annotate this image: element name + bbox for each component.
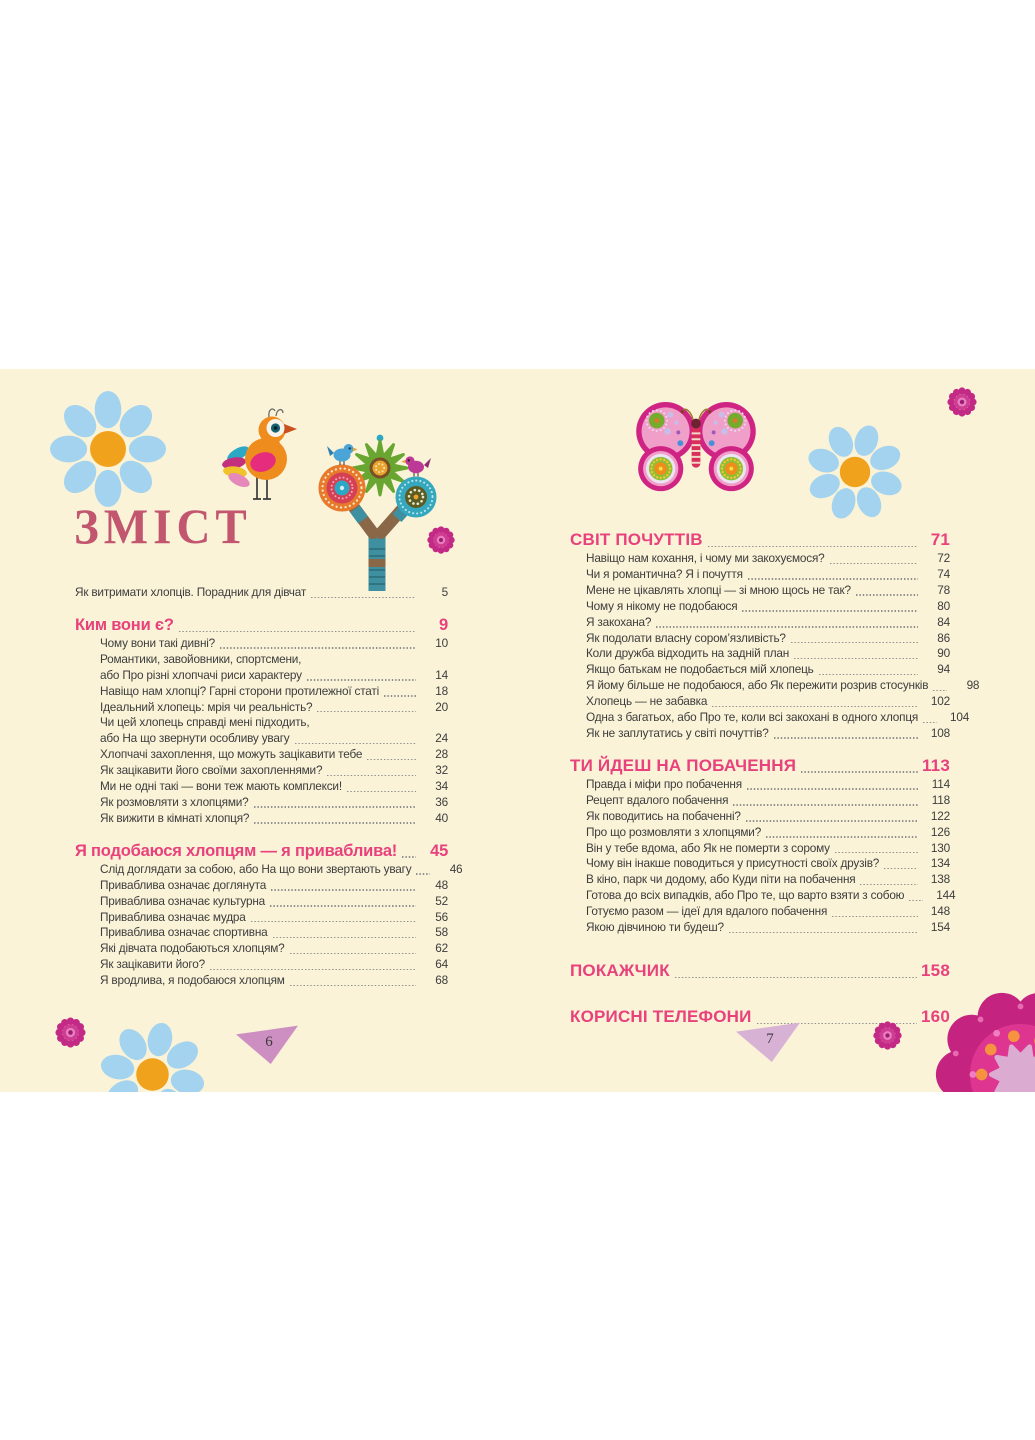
toc-entry — [75, 878, 448, 894]
dot-leader — [830, 563, 919, 564]
dot-leader — [794, 658, 918, 659]
toc-section — [570, 755, 956, 936]
toc-entry-label: Чому він інакше поводиться у присутності своїх друзів? — [586, 856, 880, 871]
dot-leader — [384, 695, 416, 696]
toc-section-heading-label: КОРИСНІ ТЕЛЕФОНИ — [570, 1006, 752, 1026]
dot-leader — [311, 597, 416, 598]
toc-page-number: 9 — [439, 615, 448, 634]
dot-leader — [708, 546, 918, 547]
dot-leader — [220, 647, 416, 648]
toc-entry-label: Правда і міфи про побачення — [586, 776, 742, 791]
dot-leader — [179, 631, 416, 632]
dot-leader — [729, 932, 918, 933]
toc-page-number: 126 — [930, 824, 950, 839]
toc-entry-label: Готуємо разом — ідеї для вдалого побачення — [586, 904, 828, 919]
toc-page-number: 154 — [930, 920, 950, 935]
toc-page-number: 134 — [930, 856, 950, 871]
toc-entry — [570, 615, 950, 631]
dot-leader — [819, 674, 918, 675]
toc-entry-label: Як вижити в кімнаті хлопця? — [100, 810, 250, 825]
toc-section-heading — [75, 840, 448, 862]
toc-entry — [570, 710, 970, 726]
toc-entry-label: Приваблива означає спортивна — [100, 925, 268, 940]
toc-entry — [75, 668, 448, 684]
toc-entry — [75, 941, 448, 957]
toc-section-heading-label: ПОКАЖЧИК — [570, 960, 670, 980]
toc-page-number: 34 — [435, 779, 448, 794]
toc-page-number: 122 — [930, 808, 950, 823]
dot-leader — [210, 969, 416, 970]
toc-entry-label: Якщо батькам не подобається мій хлопець — [586, 662, 814, 677]
bird-illustration — [222, 405, 302, 505]
toc-entry — [570, 809, 950, 825]
toc-entry — [75, 795, 448, 811]
toc-page-number: 56 — [435, 909, 448, 924]
toc-page-number: 78 — [937, 582, 950, 597]
toc-page-number: 32 — [435, 763, 448, 778]
toc-page-number: 5 — [441, 585, 448, 599]
dot-leader — [746, 820, 918, 821]
toc-page-number: 28 — [435, 747, 448, 762]
toc-entry — [570, 856, 950, 872]
toc-entry-label: Я вродлива, я подобаюся хлопцям — [100, 973, 285, 988]
toc-entry — [75, 636, 448, 652]
toc-section-heading-label: ТИ ЙДЕШ НА ПОБАЧЕННЯ — [570, 755, 797, 775]
toc-entry — [570, 678, 980, 694]
dot-leader — [791, 642, 918, 643]
toc-entry — [570, 662, 950, 678]
toc-entry — [75, 747, 448, 763]
toc-page-number: 86 — [937, 630, 950, 645]
toc-entry — [75, 684, 448, 700]
dot-leader — [347, 791, 416, 792]
corner-flower-bottom-right — [933, 987, 1035, 1092]
toc-entry-label: Навіщо нам кохання, і чому ми закохуємося? — [586, 551, 825, 565]
dot-leader — [801, 771, 918, 772]
dot-leader — [295, 743, 416, 744]
toc-entry-label: Хлопець — не забавка — [586, 694, 708, 709]
folio-triangle-left — [236, 1024, 298, 1064]
toc-entry-label: Як не заплутатись у світі почуттів? — [586, 725, 769, 740]
toc-entry — [75, 910, 448, 926]
dot-leader — [933, 690, 947, 691]
toc-entry-label: Які дівчата подобаються хлопцям? — [100, 941, 285, 956]
toc-page-number: 10 — [435, 635, 448, 650]
toc-entry — [570, 599, 950, 615]
toc-entry-label: Про що розмовляти з хлопцями? — [586, 824, 762, 839]
toc-entry-label: Мене не цікавлять хлопці — зі мною щось не так? — [586, 582, 851, 597]
toc-page-number: 158 — [921, 960, 950, 980]
toc-section — [75, 614, 448, 827]
toc-entry — [570, 646, 950, 662]
dot-leader — [416, 873, 430, 874]
toc-entry-label: Ми не одні такі — вони теж мають комплекси! — [100, 779, 342, 794]
small-flower-bottom-left — [54, 1016, 87, 1049]
toc-page-number: 68 — [435, 973, 448, 988]
toc-page-number: 45 — [430, 841, 449, 860]
toc-entry-label: Навіщо нам хлопці? Гарні сторони протилежної статі — [100, 683, 379, 698]
dot-leader — [747, 788, 918, 789]
toc-entry-label: Слід доглядати за собою, або На що вони звертають увагу — [100, 861, 412, 876]
dot-leader — [317, 711, 416, 712]
dot-leader — [748, 578, 918, 579]
toc-page-number: 62 — [435, 941, 448, 956]
toc-page-number: 20 — [435, 699, 448, 714]
toc-page-number: 90 — [937, 646, 950, 661]
dot-leader — [860, 884, 918, 885]
toc-section-heading-label: Ким вони є? — [75, 615, 174, 634]
toc-page-number: 71 — [930, 530, 950, 549]
toc-entry — [75, 861, 463, 878]
toc-entry — [570, 904, 950, 920]
toc-page-number: 148 — [930, 904, 950, 919]
dot-leader — [832, 916, 918, 917]
dot-leader — [290, 953, 416, 954]
toc-entry — [570, 694, 950, 710]
toc-page-number: 84 — [937, 614, 950, 629]
toc-entry — [570, 631, 950, 647]
toc-page-number: 46 — [449, 861, 463, 876]
dot-leader — [307, 679, 416, 680]
toc-section-heading — [75, 614, 448, 636]
dot-leader — [712, 706, 918, 707]
small-flower-by-tree — [426, 525, 456, 555]
toc-entry — [570, 872, 950, 888]
toc-entry — [570, 726, 950, 742]
toc-entry — [570, 920, 950, 936]
toc-entry-label: Чи я романтична? Я і почуття — [586, 566, 743, 581]
toc-entry-label: або На що звернути особливу увагу — [100, 731, 290, 746]
toc-page-number: 118 — [931, 792, 950, 807]
toc-page-number: 80 — [937, 598, 950, 613]
toc-entry — [75, 779, 448, 795]
toc-entry — [75, 763, 448, 779]
toc-entry — [570, 567, 950, 583]
dot-leader — [656, 626, 918, 627]
toc-entry — [570, 583, 950, 599]
toc-entry-label: Готова до всіх випадків, або Про те, що варто взяти з собою — [586, 888, 905, 903]
toc-entry-label: Як розмовляти з хлопцями? — [100, 794, 249, 809]
toc-entry-label: Я йому більше не подобаюся, або Як пережити розрив стосунків — [586, 678, 929, 693]
toc-entry — [75, 811, 448, 827]
dot-leader — [884, 868, 918, 869]
toc-entry-label: Рецепт вдалого побачення — [586, 792, 729, 807]
toc-section — [75, 840, 463, 989]
small-flower-bottom-right — [872, 1020, 903, 1051]
toc-entry — [75, 973, 448, 989]
dot-leader — [251, 921, 416, 922]
toc-page-number: 130 — [930, 840, 950, 855]
toc-page-number: 72 — [937, 551, 950, 565]
toc-intro-entry — [75, 585, 448, 601]
toc-entry-label: В кіно, парк чи додому, або Куди піти на побачення — [586, 872, 856, 887]
toc-entry-label: або Про різні хлопчачі риси характеру — [100, 667, 302, 682]
toc-entry — [570, 777, 950, 793]
toc-entry-label: Приваблива означає доглянута — [100, 877, 267, 892]
dot-leader — [273, 937, 416, 938]
toc-left-column — [75, 585, 463, 989]
toc-entry-label: Чому я нікому не подобаюся — [586, 598, 738, 613]
dot-leader — [675, 977, 917, 978]
toc-page-number: 94 — [937, 662, 950, 677]
toc-entry-label: Коли дружба відходить на задній план — [586, 646, 790, 661]
toc-entry — [75, 925, 448, 941]
toc-page-number: 113 — [921, 755, 950, 775]
toc-entry — [570, 825, 950, 841]
toc-page-number: 102 — [930, 694, 950, 709]
toc-entry-label: Чому вони такі дивні? — [100, 635, 216, 650]
toc-entry — [570, 841, 950, 857]
page-number-right: 7 — [766, 1031, 774, 1047]
toc-page-number: 52 — [435, 893, 448, 908]
page-title: ЗМІСТ — [74, 500, 252, 555]
daisy-flower-right — [806, 423, 904, 521]
toc-entry — [75, 652, 448, 668]
toc-entry-label: Я закохана? — [586, 614, 652, 629]
toc-page-number: 24 — [435, 731, 448, 746]
toc-entry-label: Як поводитись на побаченні? — [586, 808, 741, 823]
dot-leader — [766, 836, 918, 837]
toc-page-number: 14 — [435, 667, 448, 682]
folio-triangle-right — [736, 1021, 800, 1062]
toc-page-number: 160 — [921, 1006, 950, 1026]
book-spread — [0, 369, 1035, 1092]
dot-leader — [254, 822, 416, 823]
toc-entry — [75, 700, 448, 716]
toc-page-number: 138 — [930, 872, 950, 887]
toc-page-number: 48 — [435, 877, 448, 892]
toc-section-heading-label: Я подобаюся хлопцям — я приваблива! — [75, 841, 398, 860]
daisy-flower-top-left — [50, 391, 166, 507]
daisy-flower-bottom-left — [100, 1022, 205, 1092]
toc-page-number: 144 — [936, 888, 956, 903]
toc-page-number: 74 — [937, 566, 950, 581]
dot-leader — [270, 905, 416, 906]
small-flower-top-right — [946, 386, 978, 418]
toc-entry-label: Як зацікавити його? — [100, 957, 205, 972]
dot-leader — [923, 722, 937, 723]
toc-entry — [570, 551, 950, 567]
toc-page-number: 18 — [435, 683, 448, 698]
toc-entry-label: Хлопчачі захоплення, що можуть зацікавити тебе — [100, 747, 363, 762]
dot-leader — [856, 594, 918, 595]
toc-page-number: 64 — [435, 957, 448, 972]
toc-entry-label: Він у тебе вдома, або Як не померти з сорому — [586, 840, 830, 855]
flower-tree-illustration — [310, 433, 445, 593]
dot-leader — [254, 806, 416, 807]
toc-intro-entry-label: Як витримати хлопців. Порадник для дівчат — [75, 585, 307, 599]
toc-page-number: 104 — [950, 710, 970, 725]
dot-leader — [271, 889, 416, 890]
dot-leader — [733, 804, 918, 805]
toc-entry-label: Романтики, завойовники, спортсмени, — [100, 651, 302, 666]
toc-page-number: 36 — [435, 794, 448, 809]
toc-page-number: 108 — [930, 725, 950, 740]
butterfly-illustration — [626, 401, 766, 499]
toc-entry-label: Як зацікавити його своїми захопленнями? — [100, 763, 323, 778]
toc-page-number: 114 — [931, 776, 950, 791]
toc-entry — [570, 888, 956, 904]
toc-section-heading-label: СВІТ ПОЧУТТІВ — [570, 530, 703, 549]
dot-leader — [774, 737, 918, 738]
toc-section-heading — [570, 529, 950, 551]
toc-entry — [570, 793, 950, 809]
toc-entry — [75, 957, 448, 973]
toc-right-column — [570, 516, 980, 1028]
toc-entry — [75, 731, 448, 747]
toc-entry — [75, 715, 448, 731]
toc-section-heading — [570, 960, 950, 982]
toc-page-number: 58 — [435, 925, 448, 940]
dot-leader — [742, 610, 918, 611]
toc-page-number: 98 — [966, 678, 980, 693]
toc-entry-label: Чи цей хлопець справді мені підходить, — [100, 715, 310, 730]
toc-entry-label: Ідеальний хлопець: мрія чи реальність? — [100, 699, 313, 714]
dot-leader — [402, 856, 416, 857]
dot-leader — [327, 775, 416, 776]
toc-page-number: 40 — [435, 810, 448, 825]
page-number-left: 6 — [265, 1033, 273, 1050]
toc-entry — [75, 894, 448, 910]
toc-entry-label: Як подолати власну сором’язливість? — [586, 630, 786, 645]
toc-entry-label: Якою дівчиною ти будеш? — [586, 920, 724, 935]
toc-entry-label: Приваблива означає мудра — [100, 909, 246, 924]
toc-entry-label: Одна з багатьох, або Про те, коли всі закохані в одного хлопця — [586, 710, 919, 725]
dot-leader — [290, 985, 416, 986]
dot-leader — [835, 852, 918, 853]
toc-entry-label: Приваблива означає культурна — [100, 893, 266, 908]
toc-section-heading — [570, 755, 950, 777]
toc-section — [570, 529, 980, 742]
dot-leader — [367, 759, 416, 760]
toc-section — [570, 960, 950, 982]
dot-leader — [909, 900, 923, 901]
